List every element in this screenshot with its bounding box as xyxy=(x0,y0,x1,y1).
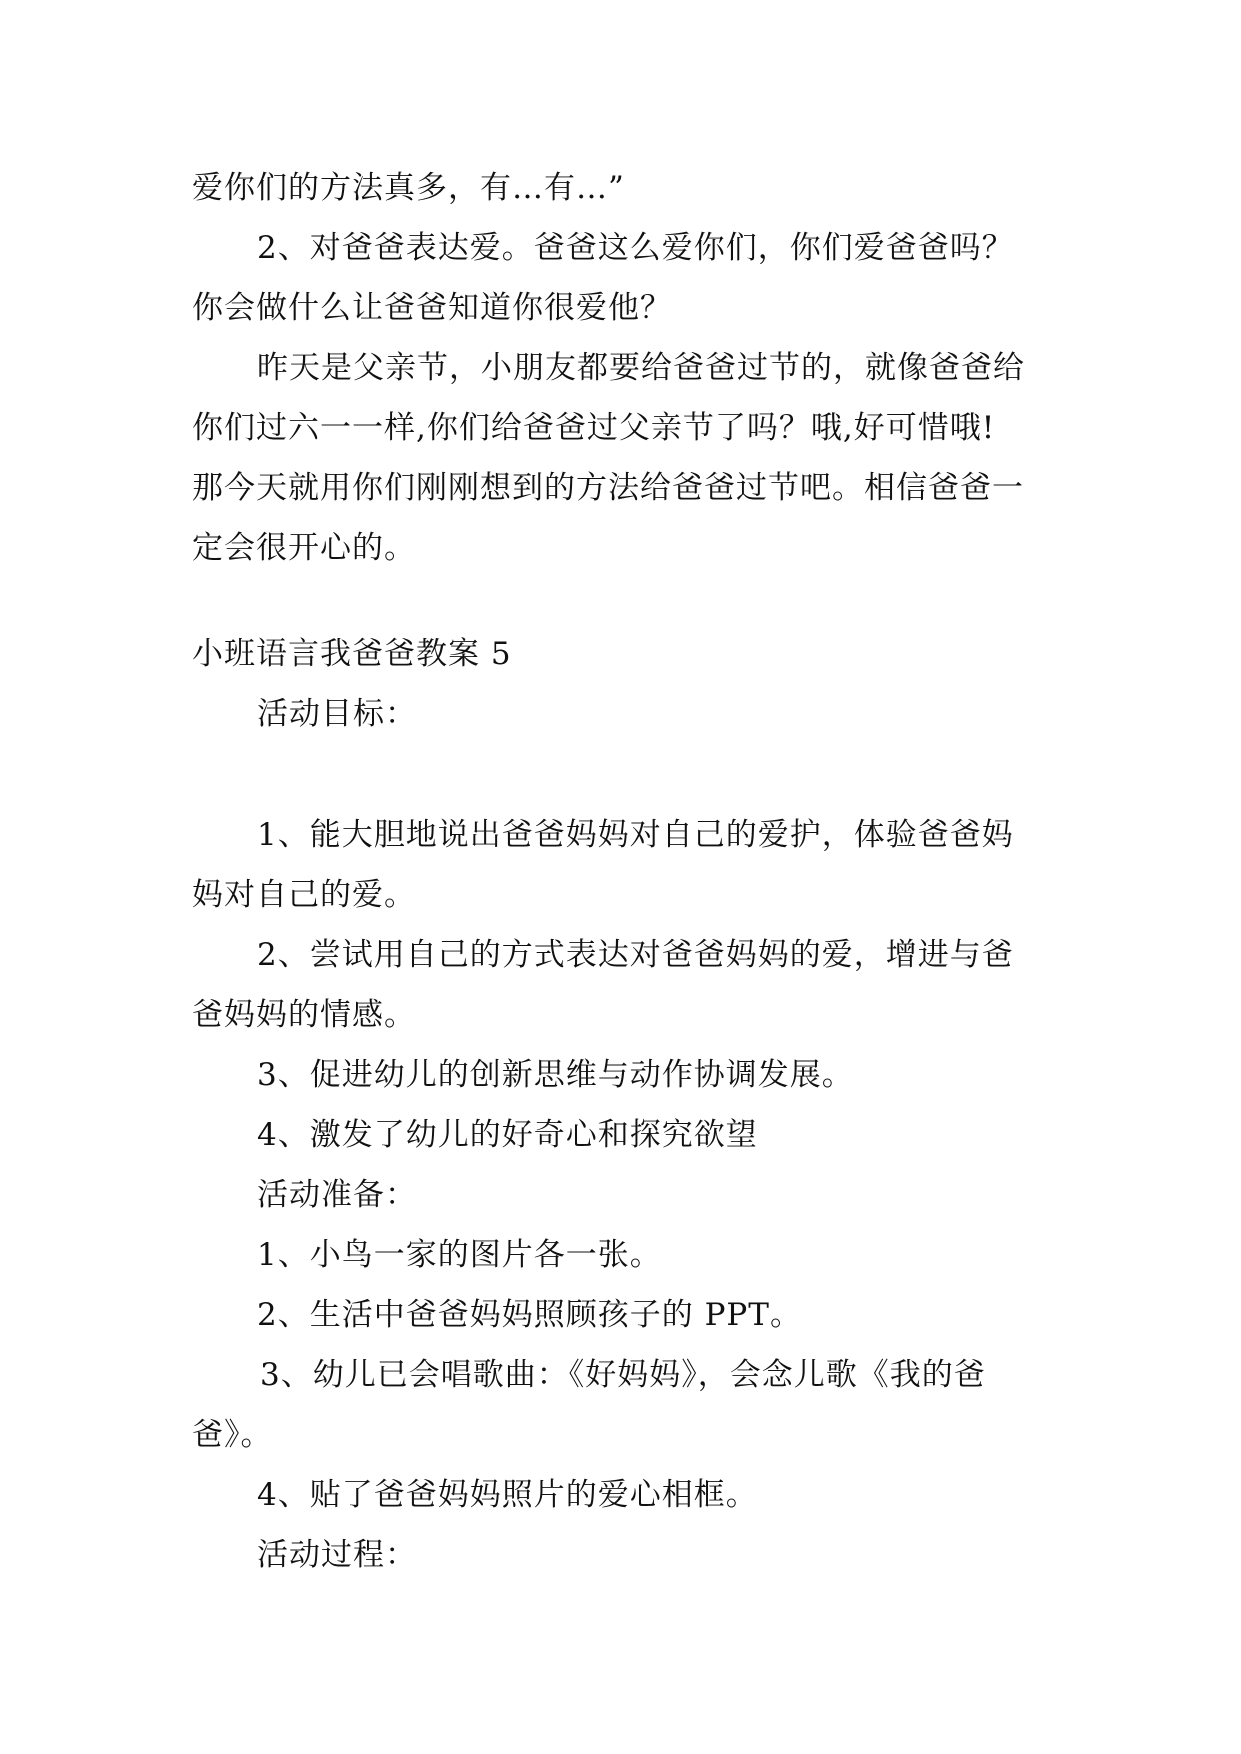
list-item-continuation: 爸》。 xyxy=(192,1417,273,1453)
body-text-line: 昨天是父亲节，小朋友都要给爸爸过节的，就像爸爸给 xyxy=(257,350,1025,386)
subheading: 活动过程： xyxy=(257,1537,417,1573)
body-text-line: 2、对爸爸表达爱。爸爸这么爱你们，你们爱爸爸吗？ xyxy=(257,230,1014,266)
list-item: 3、促进幼儿的创新思维与动作协调发展。 xyxy=(257,1057,854,1093)
list-item-continuation: 妈对自己的爱。 xyxy=(192,877,416,913)
subheading: 活动目标： xyxy=(257,696,417,732)
section-heading: 小班语言我爸爸教案 5 xyxy=(192,636,512,672)
body-text-line: 定会很开心的。 xyxy=(192,530,416,566)
list-item-continuation: 爸妈妈的情感。 xyxy=(192,997,416,1033)
body-text-line: 你们过六一一样,你们给爸爸过父亲节了吗？哦,好可惜哦! xyxy=(192,410,996,446)
list-item: 3、幼儿已会唱歌曲：《好妈妈》，会念儿歌《我的爸 xyxy=(260,1357,986,1393)
list-item: 4、贴了爸爸妈妈照片的爱心相框。 xyxy=(257,1477,758,1513)
list-item: 1、能大胆地说出爸爸妈妈对自己的爱护，体验爸爸妈 xyxy=(257,817,1014,853)
list-item: 4、激发了幼儿的好奇心和探究欲望 xyxy=(257,1117,758,1153)
list-item: 1、小鸟一家的图片各一张。 xyxy=(257,1237,662,1273)
body-text-line: 爱你们的方法真多，有…有…” xyxy=(192,170,625,206)
list-item: 2、尝试用自己的方式表达对爸爸妈妈的爱，增进与爸 xyxy=(257,937,1014,973)
body-text-line: 你会做什么让爸爸知道你很爱他？ xyxy=(192,290,672,326)
list-item: 2、生活中爸爸妈妈照顾孩子的 PPT。 xyxy=(257,1297,802,1333)
subheading: 活动准备： xyxy=(257,1177,417,1213)
body-text-line: 那今天就用你们刚刚想到的方法给爸爸过节吧。相信爸爸一 xyxy=(192,470,1024,506)
